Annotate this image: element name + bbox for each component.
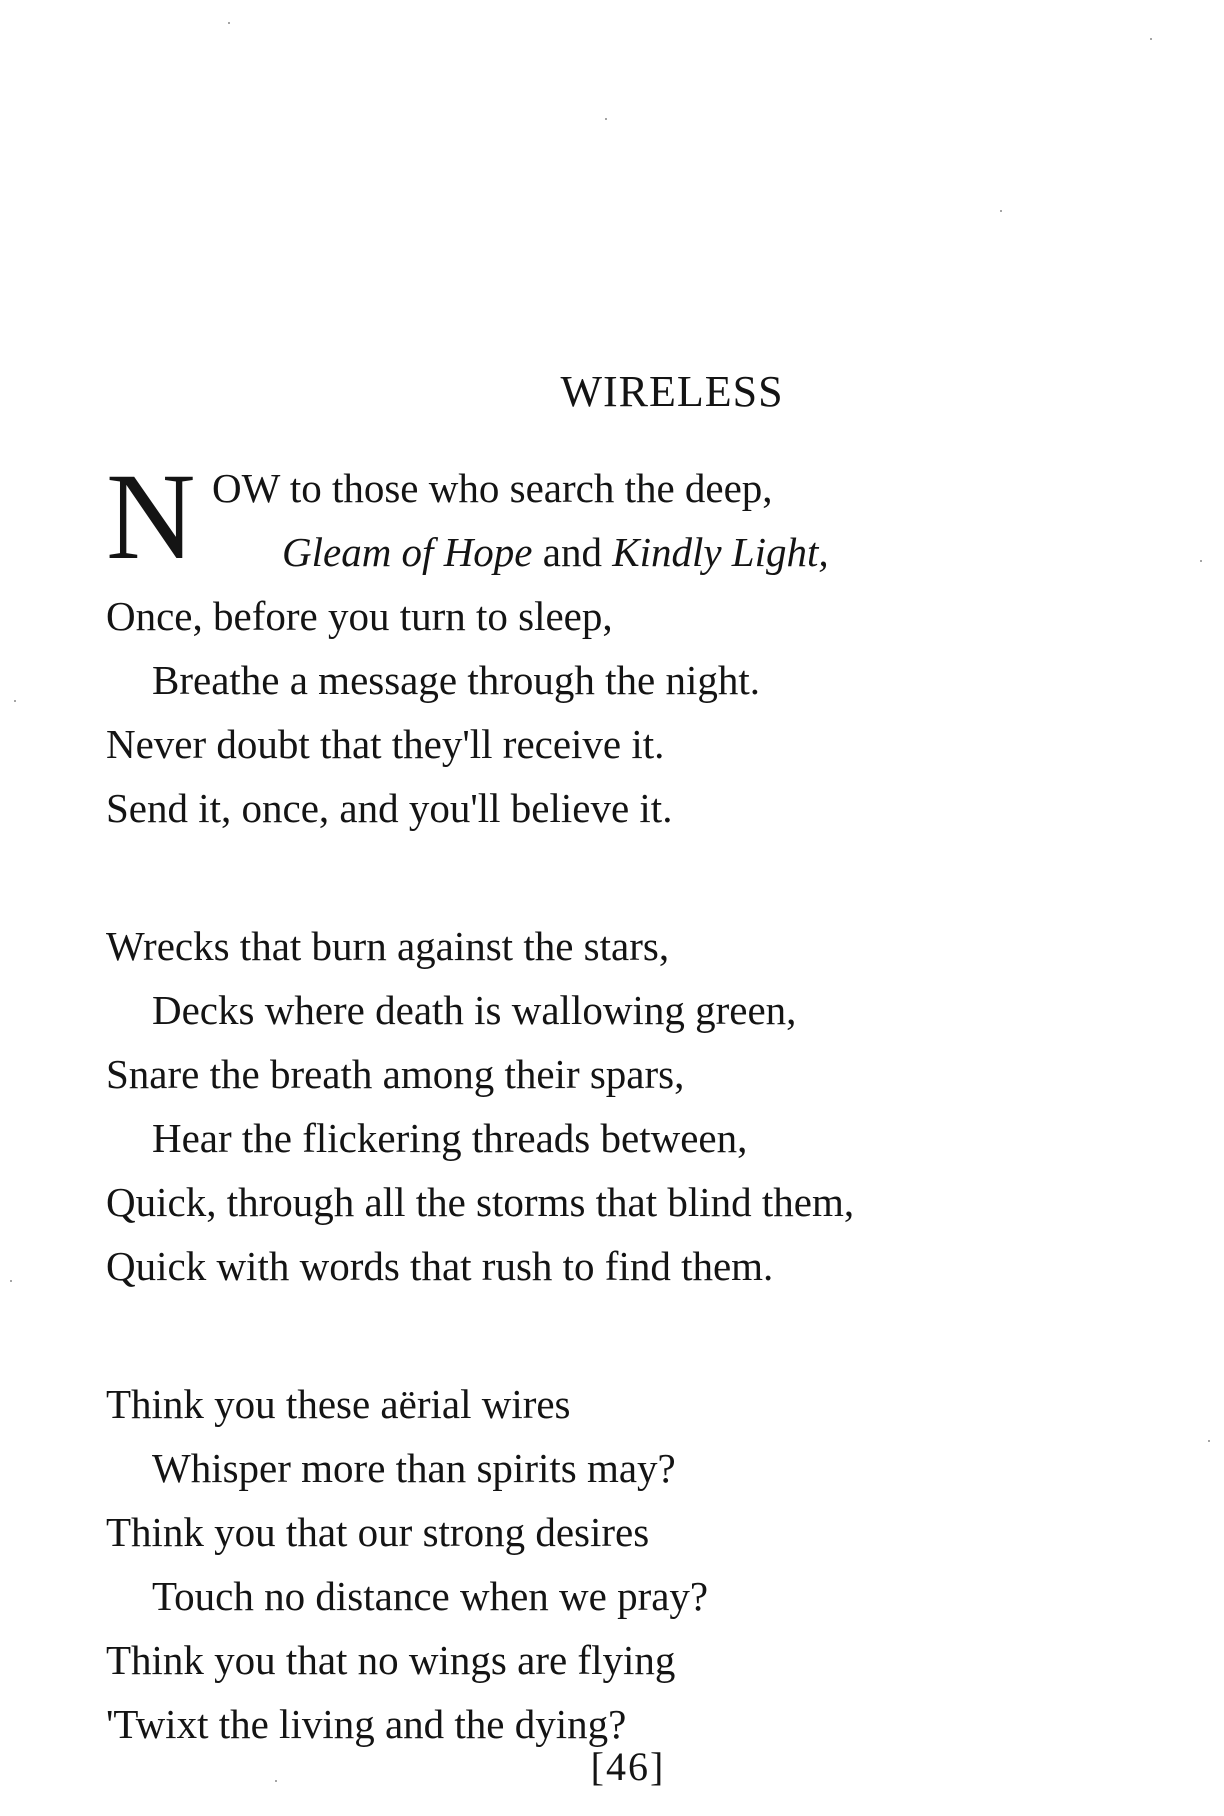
poem-line bbox=[106, 520, 1106, 584]
poem-line: Send it, once, and you'll believe it. bbox=[106, 785, 673, 831]
poem-line: Think you these aërial wires bbox=[106, 1381, 571, 1427]
drop-cap: N bbox=[106, 448, 196, 585]
poem-line: OW to those who search the deep, bbox=[212, 465, 773, 511]
poem-line: Breathe a message through the night. bbox=[152, 657, 760, 703]
stanza-break bbox=[106, 1298, 1106, 1372]
scan-speck bbox=[228, 22, 230, 24]
scan-speck bbox=[1000, 210, 1002, 212]
stanza-2 bbox=[106, 914, 1106, 1298]
poem-line: Think you that our strong desires bbox=[106, 1509, 650, 1555]
scan-speck bbox=[14, 700, 16, 702]
page-number-text: [46] bbox=[590, 1744, 666, 1789]
poem-line: Think you that no wings are flying bbox=[106, 1637, 676, 1683]
scan-speck bbox=[275, 1780, 277, 1782]
stanza-1 bbox=[106, 448, 1106, 840]
scan-speck bbox=[10, 1280, 12, 1282]
scan-speck bbox=[605, 118, 607, 120]
poem-line: Once, before you turn to sleep, bbox=[106, 593, 613, 639]
poem-line: Hear the flickering threads between, bbox=[152, 1115, 748, 1161]
poem-line: Quick, through all the storms that blind them, bbox=[106, 1179, 855, 1225]
plain-text: and bbox=[532, 529, 613, 575]
scan-speck bbox=[1200, 560, 1202, 562]
stanza-break bbox=[106, 840, 1106, 914]
italic-phrase-gleam-of-hope: Gleam of Hope bbox=[282, 529, 533, 575]
poem-title bbox=[0, 366, 1224, 418]
poem-line: Snare the breath among their spars, bbox=[106, 1051, 685, 1097]
poem-line: 'Twixt the living and the dying? bbox=[106, 1701, 627, 1747]
scan-speck bbox=[1208, 1440, 1210, 1442]
scan-speck bbox=[1150, 38, 1152, 40]
poem-line: Whisper more than spirits may? bbox=[152, 1445, 676, 1491]
poem-line: Never doubt that they'll receive it. bbox=[106, 721, 665, 767]
page-number bbox=[0, 1743, 1224, 1791]
poem-title-text: WIRELESS bbox=[560, 367, 784, 416]
poem-line: Quick with words that rush to find them. bbox=[106, 1243, 774, 1289]
italic-phrase-kindly-light: Kindly Light, bbox=[612, 529, 829, 575]
poem-body bbox=[106, 448, 1106, 1756]
poem-line: Wrecks that burn against the stars, bbox=[106, 923, 670, 969]
poem-line: Touch no distance when we pray? bbox=[152, 1573, 709, 1619]
poem-line: Decks where death is wallowing green, bbox=[152, 987, 797, 1033]
stanza-3 bbox=[106, 1372, 1106, 1756]
